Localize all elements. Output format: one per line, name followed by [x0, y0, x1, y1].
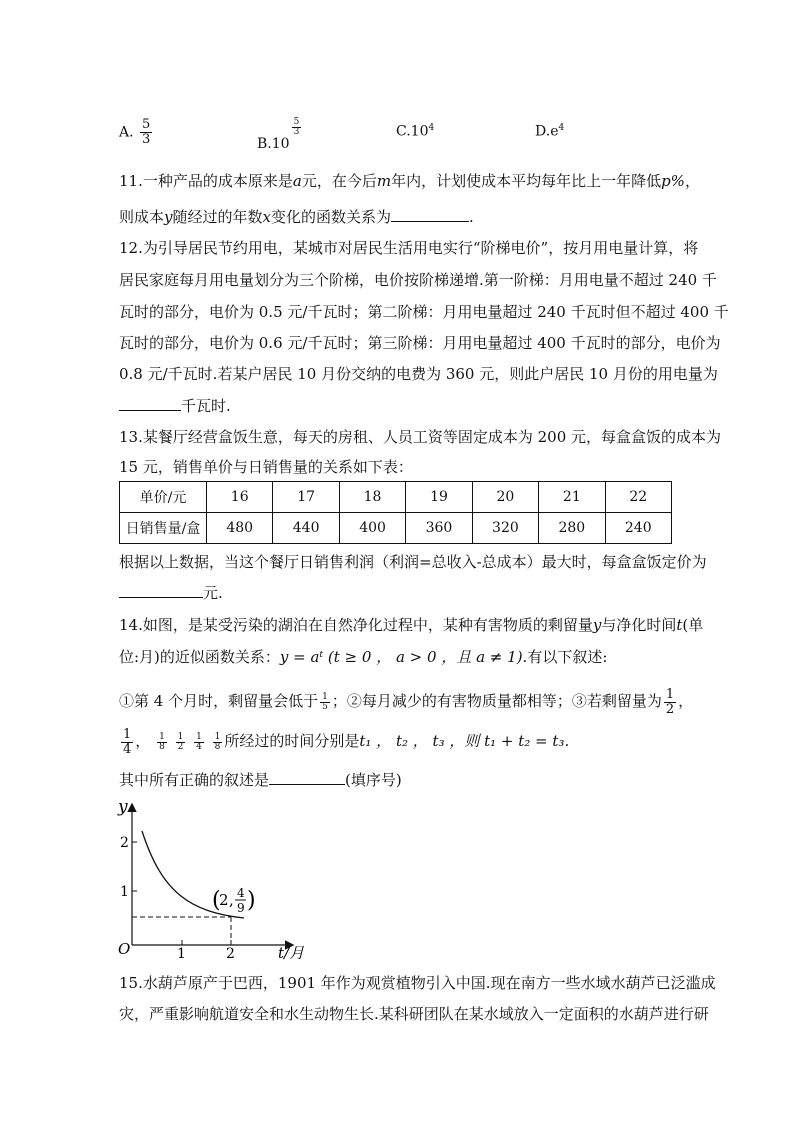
- choice-d[interactable]: $D.e^4$: [535, 123, 565, 140]
- fraction-small: $\frac{1}{2}$: [177, 731, 184, 752]
- table-cell: 16: [207, 482, 273, 513]
- q13-line: 根据以上数据，当这个餐厅日销售利润（利润=总收入-总成本）最大时，每盒盒饭定价为: [119, 553, 707, 571]
- fraction-one-eighth: $\frac{1}{8}$: [159, 731, 165, 752]
- table-cell: 320: [472, 513, 538, 544]
- table-cell: 480: [207, 513, 273, 544]
- answer-blank[interactable]: [119, 396, 181, 411]
- q12-line: 瓦时的部分，电价为 0.5 元/千瓦时；第二阶梯：月用电量超过 240 千瓦时但不超过 400 千: [119, 303, 729, 321]
- fraction-small: $\frac{1}{8}$: [214, 731, 221, 752]
- x-tick-label: 2: [226, 946, 235, 962]
- table-header-cell: 单价/元: [120, 482, 207, 513]
- q15-line: 15.水葫芦原产于巴西，1901 年作为观赏植物引入中国.现在南方一些水域水葫芦已泛滥成: [119, 974, 716, 992]
- table-cell: 240: [605, 513, 671, 544]
- table-row: [120, 513, 672, 544]
- table-cell: 280: [539, 513, 605, 544]
- x-tick-label: 1: [177, 946, 186, 962]
- svg-text:9: 9: [237, 901, 245, 915]
- choice-b[interactable]: B.10 $\frac{5}{3}$: [257, 117, 300, 152]
- svg-text:2: 2: [219, 891, 229, 909]
- q11-line2: 则成本y随经过的年数x变化的函数关系为 .: [119, 208, 474, 226]
- q12-line: 瓦时的部分，电价为 0.6 元/千瓦时；第三阶梯：月用电量超过 400 千瓦时的部分，电价为: [119, 334, 721, 352]
- fraction-one-fifth: $\frac{1}{5}$: [322, 691, 328, 712]
- exponent-fraction: $\frac{5}{3}$: [293, 117, 300, 137]
- q12-line: 12.为引导居民节约用电，某城市对居民生活用电实行“阶梯电价”，按月用电量计算，将: [119, 239, 699, 257]
- table-cell: 19: [406, 482, 472, 513]
- fraction-one-half: $\frac{1}{2}$: [665, 686, 675, 717]
- decay-graph: [110, 795, 305, 965]
- q13-line: 13.某餐厅经营盒饭生意，每天的房租、人员工资等固定成本为 200 元，每盒盒饭的成本为: [119, 428, 722, 446]
- y-tick-label: 2: [120, 835, 129, 851]
- table-row: [120, 482, 672, 513]
- q14-line2: 位:月)的近似函数关系：y = aᵗ (t ≥ 0 ， a > 0 ，且 a ≠ 1).有以下叙述:: [119, 648, 608, 666]
- q12-line: 居民家庭每月用电量划分为三个阶梯，电价按阶梯递增.第一阶梯：月用电量不超过 240 千: [119, 271, 717, 289]
- y-axis-label: y: [118, 797, 128, 817]
- table-cell: 440: [273, 513, 339, 544]
- choice-a[interactable]: A. $\frac{5}{3}$: [119, 117, 151, 147]
- answer-blank[interactable]: [391, 207, 469, 222]
- q12-line-tail: 千瓦时.: [119, 396, 231, 416]
- x-axis-label: t/月: [278, 944, 305, 962]
- function-formula: y = aᵗ (t ≥ 0 ， a > 0 ，且 a ≠ 1): [279, 648, 523, 666]
- fraction: $\frac{5}{3}$: [142, 117, 151, 147]
- table-cell: 400: [339, 513, 405, 544]
- table-cell: 18: [339, 482, 405, 513]
- q11-line1: 11.一种产品的成本原来是a元，在今后m年内，计划使成本平均每年比上一年降低p%，: [119, 172, 700, 190]
- q14-line1: 14.如图，是某受污染的湖泊在自然净化过程中，某种有害物质的剩留量y与净化时间t(单: [119, 616, 704, 634]
- q13-line-tail: 元.: [119, 583, 223, 603]
- answer-blank[interactable]: [269, 770, 345, 785]
- answer-blank[interactable]: [119, 583, 203, 598]
- table-cell: 360: [406, 513, 472, 544]
- table-header-cell: 日销售量/盒: [120, 513, 207, 544]
- svg-text:(: (: [212, 888, 221, 913]
- svg-text:4: 4: [237, 886, 245, 900]
- q14-line4: $\frac{1}{4}$ ， $\frac{1}{8}$ $\frac{1}{2}$ $\frac{1}{4}$ $\frac{1}{8}$ 所经过的时间分别是t₁ ， t₂ ， t₃ ，则 t₁ + t₂ = t₃.: [123, 726, 570, 757]
- q14-line3: ①第 4 个月时，剩留量会低于 $\frac{1}{5}$ ；②每月减少的有害物质量都相等；③若剩留量为 $\frac{1}{2}$ ，: [119, 686, 694, 717]
- svg-text:,: ,: [229, 891, 234, 909]
- table-cell: 22: [605, 482, 671, 513]
- origin-label: O: [118, 940, 131, 958]
- y-tick-label: 1: [120, 884, 129, 900]
- table-cell: 20: [472, 482, 538, 513]
- q15-line: 灾，严重影响航道安全和水生动物生长.某科研团队在某水域放入一定面积的水葫芦进行研: [119, 1005, 709, 1023]
- fraction-small: $\frac{1}{4}$: [196, 731, 202, 752]
- fraction-one-quarter: $\frac{1}{4}$: [123, 726, 132, 757]
- svg-text:): ): [247, 888, 256, 913]
- point-label: [212, 886, 256, 915]
- choice-c[interactable]: $C.10^4$: [396, 123, 435, 140]
- q12-line: 0.8 元/千瓦时.若某户居民 10 月份交纳的电费为 360 元，则此户居民 10 月份的用电量为: [119, 365, 718, 383]
- table-cell: 17: [273, 482, 339, 513]
- q13-line: 15 元，销售单价与日销售量的关系如下表：: [119, 458, 413, 476]
- q14-line5: 其中所有正确的叙述是 (填序号): [119, 771, 402, 789]
- price-sales-table: [119, 481, 672, 544]
- table-cell: 21: [539, 482, 605, 513]
